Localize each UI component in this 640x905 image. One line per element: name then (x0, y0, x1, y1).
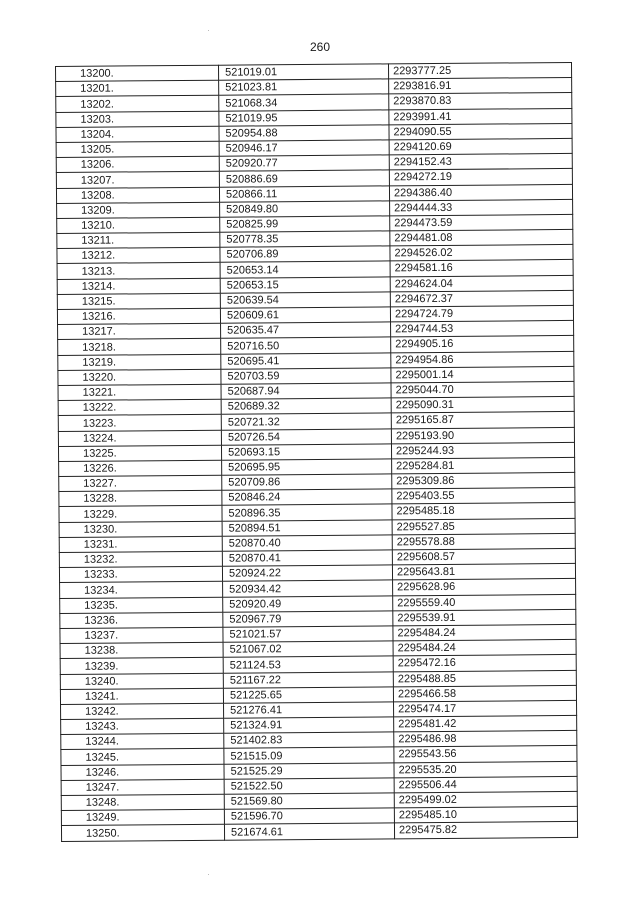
point-number-cell: 13228. (59, 490, 222, 506)
point-number-cell: 13216. (57, 308, 220, 324)
point-number-cell: 13202. (56, 96, 219, 112)
point-number-cell: 13210. (57, 217, 220, 233)
coordinates-table-container (55, 62, 577, 842)
northing-cell: 2295044.70 (391, 381, 574, 398)
easting-cell: 520609.61 (220, 307, 390, 324)
easting-cell: 520709.86 (222, 474, 392, 491)
northing-cell: 2293816.91 (389, 78, 572, 95)
northing-cell: 2295484.24 (393, 640, 576, 657)
point-number-cell: 13248. (61, 794, 224, 810)
northing-cell: 2294473.59 (390, 214, 573, 231)
northing-cell: 2295559.40 (393, 594, 576, 611)
northing-cell: 2294581.16 (390, 260, 573, 277)
easting-cell: 520870.41 (222, 550, 392, 567)
northing-cell: 2295535.20 (394, 761, 577, 778)
northing-cell: 2295527.85 (392, 518, 575, 535)
point-number-cell: 13243. (61, 718, 224, 734)
easting-cell: 521596.70 (224, 808, 394, 825)
easting-cell: 520825.99 (220, 216, 390, 233)
point-number-cell: 13203. (56, 111, 219, 127)
easting-cell: 520967.79 (223, 611, 393, 628)
point-number-cell: 13220. (58, 369, 221, 385)
point-number-cell: 13219. (58, 354, 221, 370)
point-number-cell: 13215. (57, 293, 220, 309)
northing-cell: 2295506.44 (394, 776, 577, 793)
northing-cell: 2295284.81 (392, 457, 575, 474)
point-number-cell: 13206. (56, 156, 219, 172)
easting-cell: 520695.95 (222, 459, 392, 476)
easting-cell: 520920.77 (219, 155, 389, 172)
northing-cell: 2295165.87 (391, 412, 574, 429)
page-number: 260 (309, 40, 331, 54)
northing-cell: 2294481.08 (390, 230, 573, 247)
point-number-cell: 13229. (59, 506, 222, 522)
point-number-cell: 13226. (59, 460, 222, 476)
easting-cell: 520653.15 (220, 276, 390, 293)
easting-cell: 520695.41 (221, 352, 391, 369)
easting-cell: 521324.91 (224, 717, 394, 734)
point-number-cell: 13247. (61, 779, 224, 795)
easting-cell: 520635.47 (221, 322, 391, 339)
northing-cell: 2295090.31 (391, 397, 574, 414)
point-number-cell: 13236. (60, 612, 223, 628)
northing-cell: 2294905.16 (391, 336, 574, 353)
northing-cell: 2295472.16 (393, 655, 576, 672)
easting-cell: 520846.24 (222, 489, 392, 506)
point-number-cell: 13227. (59, 475, 222, 491)
point-number-cell: 13233. (59, 566, 222, 582)
northing-cell: 2294386.40 (389, 184, 572, 201)
easting-cell: 520894.51 (222, 519, 392, 536)
northing-cell: 2295484.24 (393, 624, 576, 641)
scan-speck (208, 30, 209, 31)
northing-cell: 2295474.17 (394, 700, 577, 717)
point-number-cell: 13242. (61, 703, 224, 719)
easting-cell: 521023.81 (219, 79, 389, 96)
coordinates-table-body (56, 62, 578, 841)
northing-cell: 2295485.18 (392, 503, 575, 520)
northing-cell: 2295403.55 (392, 488, 575, 505)
point-number-cell: 13213. (57, 263, 220, 279)
easting-cell: 520896.35 (222, 504, 392, 521)
northing-cell: 2295475.82 (394, 822, 577, 839)
northing-cell: 2294526.02 (390, 245, 573, 262)
easting-cell: 520726.54 (221, 428, 391, 445)
easting-cell: 521021.57 (223, 626, 393, 643)
northing-cell: 2295543.56 (394, 746, 577, 763)
easting-cell: 520946.17 (219, 140, 389, 157)
northing-cell: 2293991.41 (389, 108, 572, 125)
northing-cell: 2293777.25 (388, 62, 571, 79)
point-number-cell: 13246. (61, 764, 224, 780)
point-number-cell: 13217. (58, 323, 221, 339)
easting-cell: 521525.29 (224, 762, 394, 779)
northing-cell: 2294744.53 (391, 321, 574, 338)
point-number-cell: 13224. (58, 430, 221, 446)
easting-cell: 520886.69 (219, 170, 389, 187)
point-number-cell: 13218. (58, 339, 221, 355)
easting-cell: 521569.80 (224, 793, 394, 810)
easting-cell: 521515.09 (224, 747, 394, 764)
point-number-cell: 13222. (58, 399, 221, 415)
point-number-cell: 13204. (56, 126, 219, 142)
point-number-cell: 13234. (60, 582, 223, 598)
northing-cell: 2295244.93 (391, 442, 574, 459)
northing-cell: 2294672.37 (390, 290, 573, 307)
point-number-cell: 13235. (60, 597, 223, 613)
point-number-cell: 13232. (59, 551, 222, 567)
easting-cell: 521019.95 (219, 109, 389, 126)
scan-speck (208, 874, 209, 875)
easting-cell: 521674.61 (224, 823, 394, 840)
northing-cell: 2295485.10 (394, 807, 577, 824)
easting-cell: 521067.02 (223, 641, 393, 658)
easting-cell: 521276.41 (224, 702, 394, 719)
northing-cell: 2295608.57 (392, 548, 575, 565)
easting-cell: 520934.42 (223, 580, 393, 597)
easting-cell: 520866.11 (219, 185, 389, 202)
easting-cell: 520639.54 (220, 292, 390, 309)
point-number-cell: 13230. (59, 521, 222, 537)
point-number-cell: 13223. (58, 415, 221, 431)
easting-cell: 521522.50 (224, 778, 394, 795)
northing-cell: 2294090.55 (389, 123, 572, 140)
northing-cell: 2295628.96 (393, 579, 576, 596)
northing-cell: 2294724.79 (390, 305, 573, 322)
northing-cell: 2295488.85 (393, 670, 576, 687)
easting-cell: 521068.34 (219, 94, 389, 111)
easting-cell: 520920.49 (223, 595, 393, 612)
point-number-cell: 13239. (60, 658, 223, 674)
northing-cell: 2295486.98 (394, 731, 577, 748)
point-number-cell: 13241. (60, 688, 223, 704)
easting-cell: 521402.83 (224, 732, 394, 749)
table-row (61, 822, 577, 841)
point-number-cell: 13221. (58, 384, 221, 400)
northing-cell: 2294444.33 (390, 199, 573, 216)
point-number-cell: 13249. (61, 809, 224, 825)
point-number-cell: 13207. (56, 172, 219, 188)
easting-cell: 520924.22 (222, 565, 392, 582)
point-number-cell: 13245. (61, 749, 224, 765)
northing-cell: 2295466.58 (393, 685, 576, 702)
easting-cell: 520653.14 (220, 261, 390, 278)
coordinates-table (55, 62, 578, 842)
easting-cell: 521124.53 (223, 656, 393, 673)
point-number-cell: 13208. (56, 187, 219, 203)
point-number-cell: 13225. (58, 445, 221, 461)
point-number-cell: 13211. (57, 232, 220, 248)
easting-cell: 520870.40 (222, 535, 392, 552)
easting-cell: 520849.80 (220, 201, 390, 218)
easting-cell: 520693.15 (221, 444, 391, 461)
northing-cell: 2295481.42 (394, 715, 577, 732)
northing-cell: 2295643.81 (392, 564, 575, 581)
easting-cell: 520706.89 (220, 246, 390, 263)
easting-cell: 521225.65 (223, 687, 393, 704)
easting-cell: 520721.32 (221, 413, 391, 430)
easting-cell: 520778.35 (220, 231, 390, 248)
northing-cell: 2295499.02 (394, 791, 577, 808)
point-number-cell: 13200. (56, 65, 219, 81)
easting-cell: 521019.01 (218, 64, 388, 81)
point-number-cell: 13201. (56, 80, 219, 96)
northing-cell: 2294954.86 (391, 351, 574, 368)
point-number-cell: 13250. (61, 825, 224, 841)
northing-cell: 2295193.90 (391, 427, 574, 444)
point-number-cell: 13238. (60, 642, 223, 658)
point-number-cell: 13237. (60, 627, 223, 643)
point-number-cell: 13244. (61, 733, 224, 749)
northing-cell: 2295578.88 (392, 533, 575, 550)
northing-cell: 2295539.91 (393, 609, 576, 626)
northing-cell: 2293870.83 (389, 93, 572, 110)
point-number-cell: 13205. (56, 141, 219, 157)
northing-cell: 2294624.04 (390, 275, 573, 292)
easting-cell: 520716.50 (221, 337, 391, 354)
easting-cell: 520703.59 (221, 368, 391, 385)
point-number-cell: 13212. (57, 247, 220, 263)
northing-cell: 2294272.19 (389, 169, 572, 186)
northing-cell: 2294152.43 (389, 154, 572, 171)
northing-cell: 2294120.69 (389, 138, 572, 155)
northing-cell: 2295309.86 (392, 472, 575, 489)
point-number-cell: 13231. (59, 536, 222, 552)
easting-cell: 520954.88 (219, 125, 389, 142)
easting-cell: 520689.32 (221, 398, 391, 415)
easting-cell: 521167.22 (223, 671, 393, 688)
easting-cell: 520687.94 (221, 383, 391, 400)
point-number-cell: 13209. (57, 202, 220, 218)
point-number-cell: 13214. (57, 278, 220, 294)
point-number-cell: 13240. (60, 673, 223, 689)
northing-cell: 2295001.14 (391, 366, 574, 383)
